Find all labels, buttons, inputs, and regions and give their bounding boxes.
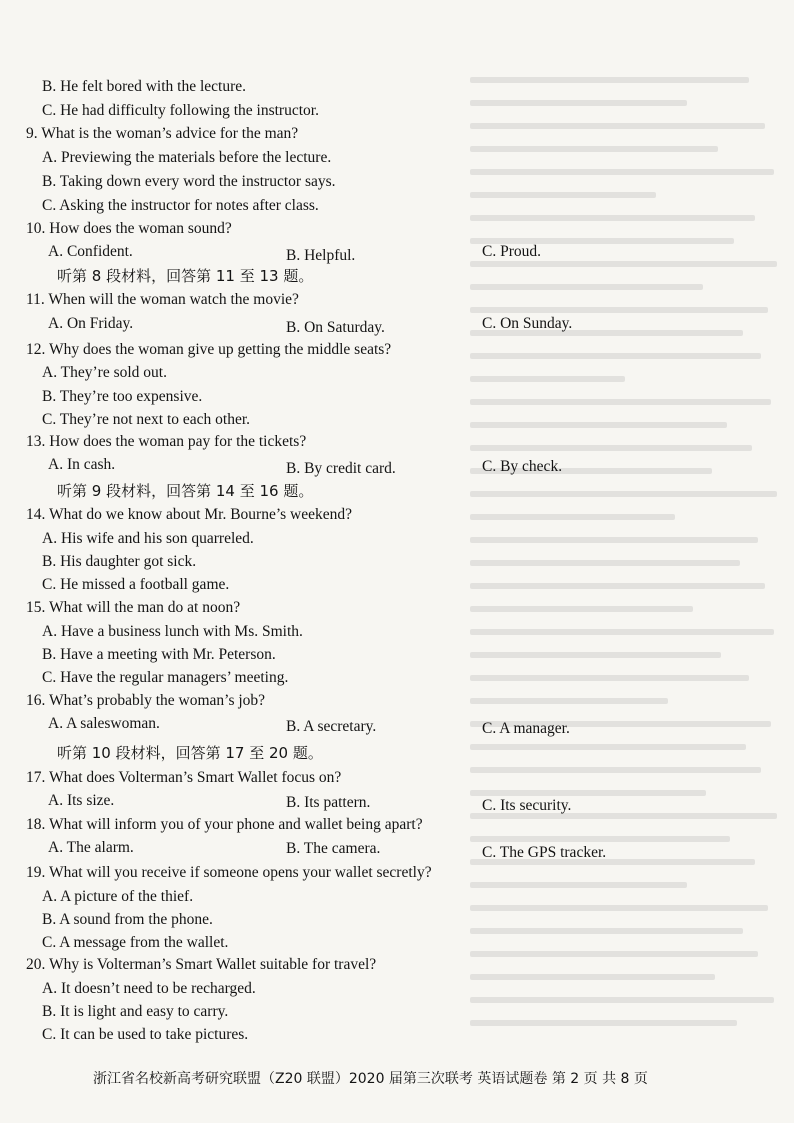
- q17-question: 17. What does Volterman’s Smart Wallet focus on?: [26, 769, 342, 786]
- q16-options-row: [0, 712, 794, 736]
- q13-option-a: A. In cash.: [48, 456, 116, 473]
- q14-option-b: B. His daughter got sick.: [42, 553, 197, 570]
- q12-option-a-row: [0, 361, 794, 385]
- q12-option-b: B. They’re too expensive.: [42, 388, 203, 405]
- q15-row: [0, 596, 794, 620]
- q9-question: 9. What is the woman’s advice for the man?: [26, 125, 299, 142]
- q11-option-b: B. On Saturday.: [286, 319, 385, 336]
- q14-question: 14. What do we know about Mr. Bourne’s weekend?: [26, 506, 353, 523]
- q9-row: [0, 122, 794, 146]
- q12-option-c: C. They’re not next to each other.: [42, 411, 251, 428]
- q14-option-c: C. He missed a football game.: [42, 576, 230, 593]
- q13-question: 13. How does the woman pay for the tickets?: [26, 433, 307, 450]
- section-9-instruction: 听第 9 段材料，回答第 14 至 16 题。: [57, 482, 314, 500]
- q15-option-c-row: [0, 666, 794, 690]
- q16-row: [0, 689, 794, 713]
- q18-row: [0, 813, 794, 837]
- q11-option-a: A. On Friday.: [48, 315, 134, 332]
- q13-option-c: C. By check.: [482, 458, 563, 475]
- q14-row: [0, 503, 794, 527]
- q15-option-a: A. Have a business lunch with Ms. Smith.: [42, 623, 303, 640]
- q16-question: 16. What’s probably the woman’s job?: [26, 692, 266, 709]
- q11-options-row: [0, 312, 794, 336]
- q12-row: [0, 338, 794, 362]
- q20-option-c: C. It can be used to take pictures.: [42, 1026, 249, 1043]
- section-8-instruction: 听第 8 段材料，回答第 11 至 13 题。: [57, 267, 314, 285]
- q12-option-b-row: [0, 385, 794, 409]
- q8-option-b: B. He felt bored with the lecture.: [42, 78, 247, 95]
- q8-option-c-row: [0, 99, 794, 123]
- q10-option-a: A. Confident.: [48, 243, 133, 260]
- q17-option-c: C. Its security.: [482, 797, 572, 814]
- q19-option-a-row: [0, 885, 794, 909]
- q9-option-b-row: [0, 170, 794, 194]
- q18-option-b: B. The camera.: [286, 840, 381, 857]
- q20-option-b: B. It is light and easy to carry.: [42, 1003, 229, 1020]
- q9-option-a-row: [0, 146, 794, 170]
- q20-question: 20. Why is Volterman’s Smart Wallet suitable for travel?: [26, 956, 377, 973]
- q15-option-a-row: [0, 620, 794, 644]
- page-footer: 浙江省名校新高考研究联盟（Z20 联盟）2020 届第三次联考 英语试题卷 第 2 页 共 8 页: [93, 1071, 648, 1087]
- section-10-instruction: 听第 10 段材料，回答第 17 至 20 题。: [57, 744, 323, 762]
- q9-option-b: B. Taking down every word the instructor says.: [42, 173, 336, 190]
- q10-options-row: [0, 240, 794, 264]
- q18-options-row: [0, 836, 794, 860]
- q14-option-b-row: [0, 550, 794, 574]
- q10-row: [0, 217, 794, 241]
- q13-row: [0, 430, 794, 454]
- q13-option-b: B. By credit card.: [286, 460, 396, 477]
- q10-question: 10. How does the woman sound?: [26, 220, 232, 237]
- q19-option-b-row: [0, 908, 794, 932]
- q9-option-c-row: [0, 194, 794, 218]
- q18-question: 18. What will inform you of your phone and wallet being apart?: [26, 816, 423, 833]
- q17-option-b: B. Its pattern.: [286, 794, 371, 811]
- q12-question: 12. Why does the woman give up getting the middle seats?: [26, 341, 392, 358]
- q16-option-b: B. A secretary.: [286, 718, 377, 735]
- q12-option-c-row: [0, 408, 794, 432]
- q19-option-b: B. A sound from the phone.: [42, 911, 213, 928]
- q19-option-c: C. A message from the wallet.: [42, 934, 229, 951]
- q19-option-a: A. A picture of the thief.: [42, 888, 194, 905]
- q11-option-c: C. On Sunday.: [482, 315, 573, 332]
- q14-option-c-row: [0, 573, 794, 597]
- q9-option-a: A. Previewing the materials before the lecture.: [42, 149, 332, 166]
- q15-option-c: C. Have the regular managers’ meeting.: [42, 669, 289, 686]
- q18-option-c: C. The GPS tracker.: [482, 844, 607, 861]
- q17-options-row: [0, 789, 794, 813]
- q20-option-a-row: [0, 977, 794, 1001]
- q20-option-c-row: [0, 1023, 794, 1047]
- q19-question: 19. What will you receive if someone opens your wallet secretly?: [26, 864, 432, 881]
- q17-row: [0, 766, 794, 790]
- q8-option-b-row: [0, 75, 794, 99]
- q19-option-c-row: [0, 931, 794, 955]
- q9-option-c: C. Asking the instructor for notes after class.: [42, 197, 319, 214]
- q10-option-c: C. Proud.: [482, 243, 541, 260]
- q14-option-a-row: [0, 527, 794, 551]
- q20-row: [0, 953, 794, 977]
- q14-option-a: A. His wife and his son quarreled.: [42, 530, 254, 547]
- q20-option-b-row: [0, 1000, 794, 1024]
- q13-options-row: [0, 453, 794, 477]
- q11-question: 11. When will the woman watch the movie?: [26, 291, 299, 308]
- q10-option-b: B. Helpful.: [286, 247, 356, 264]
- q16-option-c: C. A manager.: [482, 720, 570, 737]
- q19-row: [0, 861, 794, 885]
- q18-option-a: A. The alarm.: [48, 839, 134, 856]
- q8-option-c: C. He had difficulty following the instructor.: [42, 102, 319, 119]
- q15-option-b-row: [0, 643, 794, 667]
- q15-question: 15. What will the man do at noon?: [26, 599, 241, 616]
- q11-row: [0, 288, 794, 312]
- q16-option-a: A. A saleswoman.: [48, 715, 160, 732]
- q12-option-a: A. They’re sold out.: [42, 364, 167, 381]
- q15-option-b: B. Have a meeting with Mr. Peterson.: [42, 646, 276, 663]
- q17-option-a: A. Its size.: [48, 792, 115, 809]
- q20-option-a: A. It doesn’t need to be recharged.: [42, 980, 256, 997]
